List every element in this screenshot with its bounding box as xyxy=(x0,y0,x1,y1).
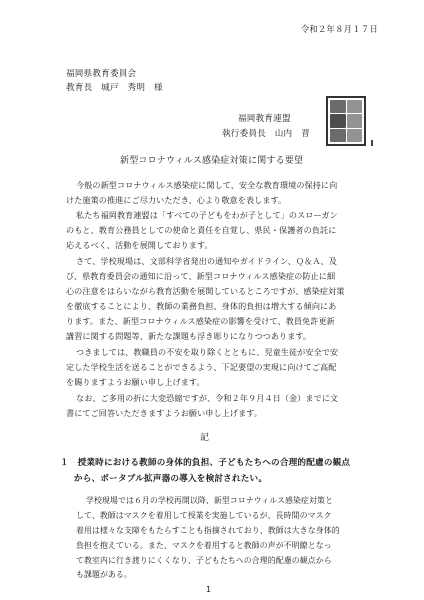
body-paragraph-line: 今般の新型コロナウィルス感染症に関して、安全な教育環境の保持に向 xyxy=(76,180,338,190)
section-1-heading: から、ポータブル拡声器の導入を検討されたい。 xyxy=(74,474,268,484)
sender-org: 福岡教育連盟 xyxy=(238,114,291,124)
official-seal-stamp xyxy=(326,96,366,146)
page-number: 1 xyxy=(206,585,212,594)
recipient-name: 教育長 城戸 秀明 様 xyxy=(66,83,163,93)
body-paragraph-line: つきましては、教職員の不安を取り除くとともに、児童生徒が安全で安 xyxy=(76,347,339,357)
section-1-body-line: 学校現場では６月の学校再開以降、新型コロナウィルス感染症対策と xyxy=(86,496,334,505)
section-1-body-line: も課題がある。 xyxy=(76,570,132,579)
body-paragraph-line: 応えるべく、活動を展開しております。 xyxy=(66,240,213,250)
document-date: 令和２年８月１７日 xyxy=(300,24,378,34)
section-1-heading: １ 授業時における教師の身体的負担、子どもたちへの合理的配慮の観点 xyxy=(60,458,351,468)
body-paragraph-line: のもと、教育公務員としての使命と責任を自覚し、県民・保護者の負託に xyxy=(66,225,337,235)
body-paragraph-line: さて、学校現場は、文部科学省発出の通知やガイドライン、Ｑ＆Ａ、及 xyxy=(76,256,337,266)
section-1-body-line: 負担を抱えている。また、マスクを着用すると教師の声が不明瞭となっ xyxy=(76,541,332,550)
body-paragraph-line: び、県教育委員会の通知に沿って、新型コロナウィルス感染症の防止に細 xyxy=(66,271,336,281)
body-paragraph-line: 私たち福岡教育連盟は「すべての子どもをわが子として」のスローガン xyxy=(76,210,338,220)
section-1-body-line: 着用は様々な支障をもたらすことも指摘されており、教師は大きな身体的 xyxy=(76,526,340,535)
document-title: 新型コロナウィルス感染症対策に関する要望 xyxy=(120,156,304,166)
body-paragraph-line: 講習に関する問題等、新たな課題も浮き彫りになりつつあります。 xyxy=(66,331,312,341)
body-paragraph-line: 心の注意をはらいながら教育活動を展開しているところですが、感染症対策 xyxy=(66,286,345,296)
seal-mark xyxy=(371,140,373,146)
sender-name: 執行委員長 山内 晋 xyxy=(222,129,310,139)
body-paragraph-line: なお、ご多用の折に大変恐縮ですが、令和２年９月４日（金）までに文 xyxy=(76,393,339,403)
body-paragraph-line: を徹底することにより、教師の業務負担、身体的負担は増大する傾向にあ xyxy=(66,301,337,311)
body-paragraph-line: 書にてご回答いただきますようお願い申し上げます。 xyxy=(66,408,263,418)
section-1-body-line: て教室内に行き渡りにくくなり、子どもたちへの合理的配慮の観点から xyxy=(76,556,332,565)
body-paragraph-line: 定した学校生活を送ることができるよう、下記要望の実現に向けてご高配 xyxy=(66,362,337,372)
body-paragraph-line: を賜りますようお願い申し上げます。 xyxy=(66,377,205,387)
ki-heading: 記 xyxy=(200,433,210,443)
recipient-org: 福岡県教育委員会 xyxy=(66,69,137,79)
body-paragraph-line: ります。また、新型コロナウィルス感染症の影響を受けて、教員免許更新 xyxy=(66,316,335,326)
section-1-body-line: して、教師はマスクを着用して授業を実施しているが、長時間のマスク xyxy=(76,511,332,520)
body-paragraph-line: けた施策の推進にご尽力いただき、心より敬意を表します。 xyxy=(66,195,287,205)
